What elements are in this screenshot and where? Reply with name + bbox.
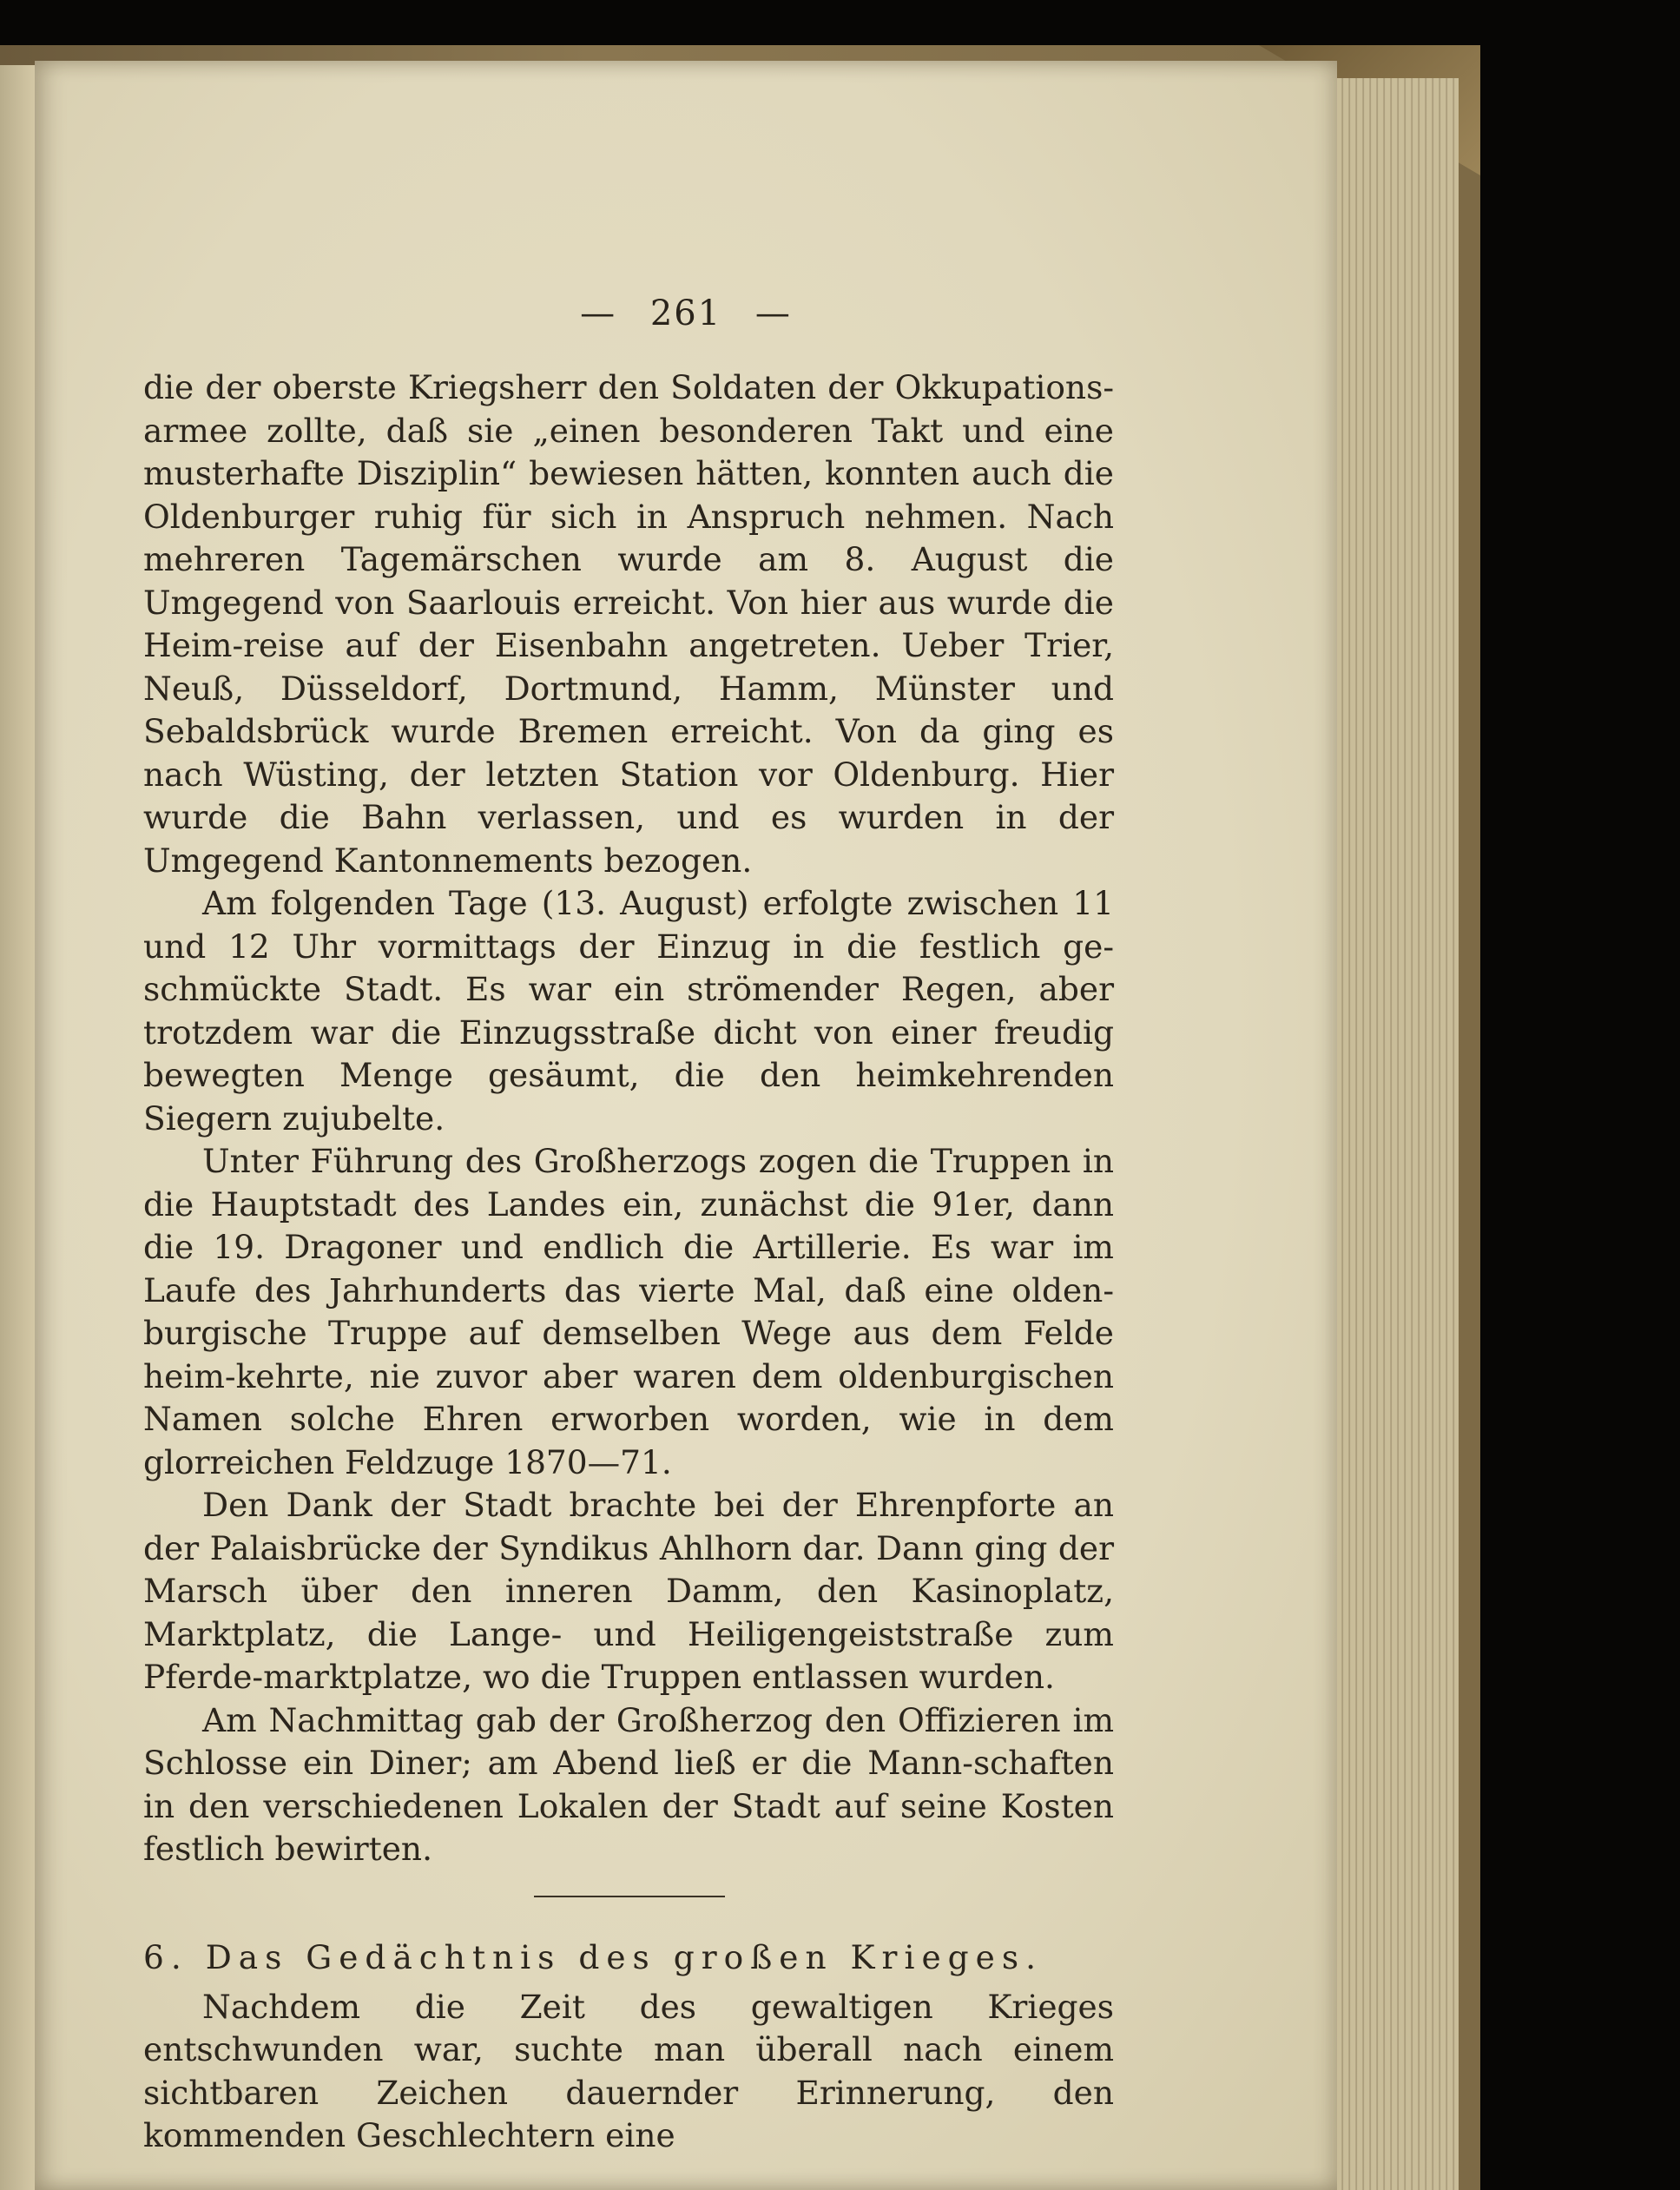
page-header xyxy=(35,294,1337,333)
body-text xyxy=(143,366,1114,2158)
page-number: 261 xyxy=(649,294,722,333)
paragraph-4: Den Dank der Stadt brachte bei der Ehrenpforte an der Palaisbrücke der Syndikus Ahlhorn dar. Dann ging der Marsch über den inneren Damm, den Kasinoplatz, Marktplatz, die Lange- und Heiligengeiststraße zum Pferde-marktplatze, wo die Truppen entlassen wurden. xyxy=(143,1486,1114,1696)
book-page xyxy=(35,61,1337,2190)
section-divider xyxy=(143,1871,1114,1932)
paragraph-3: Unter Führung des Großherzogs zogen die Truppen in die Hauptstadt des Landes ein, zunächst die 91er, dann die 19. Dragoner und endlich die Artillerie. Es war im Laufe des Jahrhunderts das vierte Mal, daß eine olden-burgische Truppe auf demselben Wege aus dem Felde heim-kehrte, nie zuvor aber waren dem oldenburgischen Namen solche Ehren erworben worden, wie in dem glorreichen Feldzuge 1870—71. xyxy=(143,1142,1114,1481)
paragraph-5: Am Nachmittag gab der Großherzog den Offizieren im Schlosse ein Diner; am Abend ließ er die Mann-schaften in den verschiedenen Lokalen der Stadt auf seine Kosten festlich bewirten. xyxy=(143,1700,1114,1868)
paragraph-2: Am folgenden Tage (13. August) erfolgte zwischen 11 und 12 Uhr vormittags der Einzug in die festlich ge-schmückte Stadt. Es war ein strömender Regen, aber trotzdem war die Einzugsstraße dicht von einer freudig bewegten Menge gesäumt, die den heimkehrenden Siegern zujubelte. xyxy=(143,884,1114,1138)
previous-page-edge xyxy=(0,65,36,2190)
paragraph-6: Nachdem die Zeit des gewaltigen Krieges entschwunden war, suchte man überall nach einem sichtbaren Zeichen dauernder Erinnerung, den kommenden Geschlechtern eine xyxy=(143,1987,1114,2154)
divider-line xyxy=(534,1896,725,1897)
header-dash-left: — xyxy=(580,294,617,333)
paragraph-1: die der oberste Kriegsherr den Soldaten der Okkupations-armee zollte, daß sie „einen besonderen Takt und eine musterhafte Disziplin“ bewiesen hätten, konnten auch die Oldenburger ruhig für sich in Anspruch nehmen. Nach mehreren Tagemärschen wurde am 8. August die Umgegend von Saarlouis erreicht. Von hier aus wurde die Heim-reise auf der Eisenbahn angetreten. Ueber Trier, Neuß, Düsseldorf, Dortmund, Hamm, Münster und Sebaldsbrück wurde Bremen erreicht. Von da ging es nach Wüsting, der letzten Station vor Oldenburg. Hier wurde die Bahn verlassen, und es wurden in der Umgegend Kantonnements bezogen. xyxy=(143,368,1114,880)
header-dash-right: — xyxy=(754,294,792,333)
section-title: 6. Das Gedächtnis des großen Krieges. xyxy=(143,1937,1044,1976)
